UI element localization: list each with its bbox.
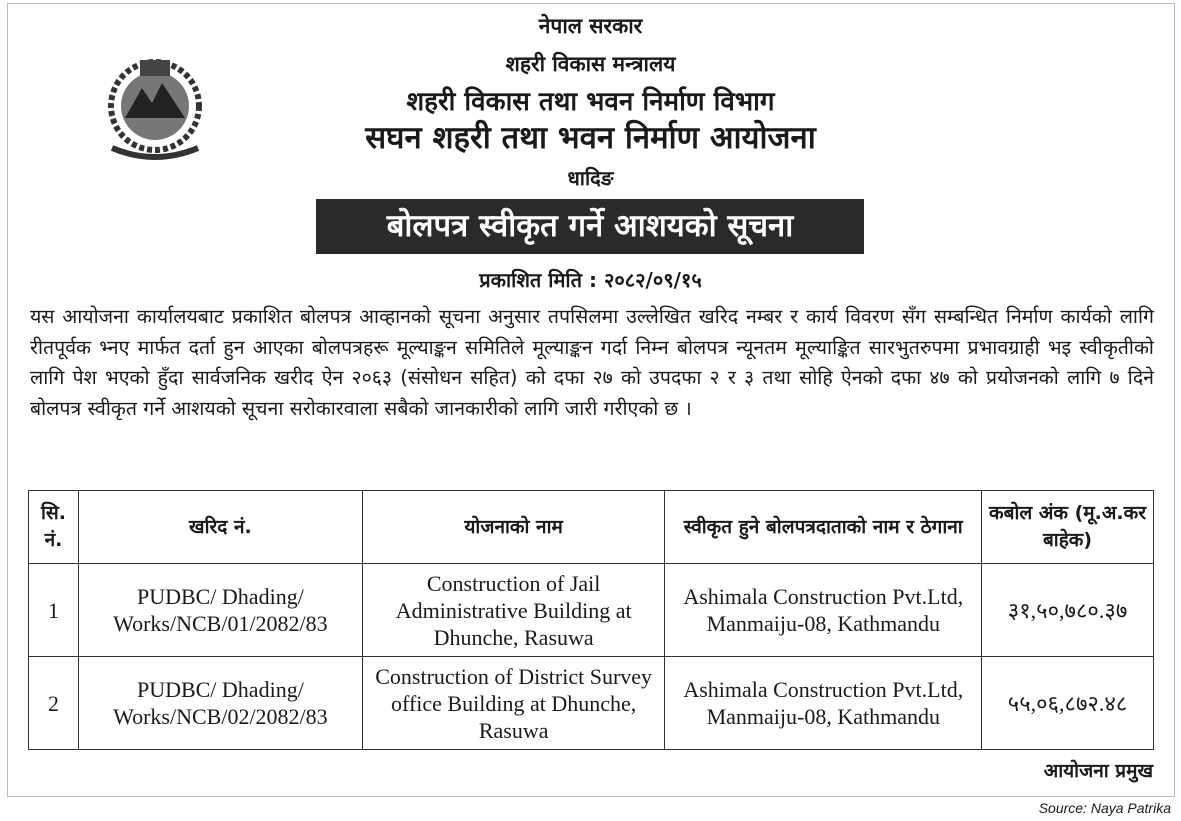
cell-bid-amount: ५५,०६,८७२.४८	[982, 657, 1154, 750]
header-project-name: योजनाको नाम	[362, 491, 665, 564]
cell-bid-amount: ३१,५०,७८०.३७	[982, 564, 1154, 657]
table-row	[29, 564, 1154, 657]
cell-serial: 1	[29, 564, 79, 657]
project-name: सघन शहरी तथा भवन निर्माण आयोजना	[365, 120, 816, 156]
cell-procurement-no: PUDBC/ Dhading/ Works/NCB/02/2082/83	[78, 657, 362, 750]
source-credit: Source: Naya Patrika	[1038, 800, 1171, 816]
cell-procurement-no: PUDBC/ Dhading/ Works/NCB/01/2082/83	[78, 564, 362, 657]
location: धादिङ	[567, 166, 614, 190]
cell-project-name: Construction of District Survey office Building at Dhunche, Rasuwa	[362, 657, 665, 750]
department-name: शहरी विकास तथा भवन निर्माण विभाग	[406, 87, 775, 117]
cell-bidder: Ashimala Construction Pvt.Ltd, Manmaiju-08, Kathmandu	[665, 657, 982, 750]
ministry-name: शहरी विकास मन्त्रालय	[505, 52, 676, 76]
signature-title: आयोजना प्रमुख	[1043, 760, 1153, 782]
header-serial: सि. नं.	[29, 491, 79, 564]
government-name: नेपाल सरकार	[538, 14, 643, 38]
header-procurement-no: खरिद नं.	[78, 491, 362, 564]
header-bid-amount: कबोल अंक (मू.अ.कर बाहेक)	[982, 491, 1154, 564]
notice-body: यस आयोजना कार्यालयबाट प्रकाशित बोलपत्र आव्हानको सूचना अनुसार तपसिलमा उल्लेखित खरिद नम्बर र कार्य विवरण सँग सम्बन्धित निर्माण कार्यको लागि रीतपूर्वक भ्नए मार्फत दर्ता हुन आएका बोलपत्रहरू मूल्याङ्कन समितिले मूल्याङ्कन गर्दा निम्न बोलपत्र न्यूनतम मूल्याङ्कित सारभुतरुपमा प्रभावग्राही भइ स्वीकृतीको लागि पेश भएको हुँदा सार्वजनिक खरीद ऐन २०६३ (संसोधन सहित) को दफा २७ को उपदफा २ र ३ तथा सोहि ऐनको दफा ४७ को प्रयोजनको लागि ७ दिने बोलपत्र स्वीकृत गर्ने आशयको सूचना सरोकारवाला सबैको जानकारीको लागि जारी गरीएको छ ।	[30, 305, 1154, 420]
cell-serial: 2	[29, 657, 79, 750]
cell-bidder: Ashimala Construction Pvt.Ltd, Manmaiju-08, Kathmandu	[665, 564, 982, 657]
bid-table	[28, 490, 1154, 750]
published-date: प्रकाशित मिति : २०८२/०९/१५	[479, 268, 702, 292]
cell-project-name: Construction of Jail Administrative Building at Dhunche, Rasuwa	[362, 564, 665, 657]
table-header-row	[29, 491, 1154, 564]
header-bidder: स्वीकृत हुने बोलपत्रदाताको नाम र ठेगाना	[665, 491, 982, 564]
notice-title: बोलपत्र स्वीकृत गर्ने आशयको सूचना	[316, 199, 864, 254]
table-row	[29, 657, 1154, 750]
